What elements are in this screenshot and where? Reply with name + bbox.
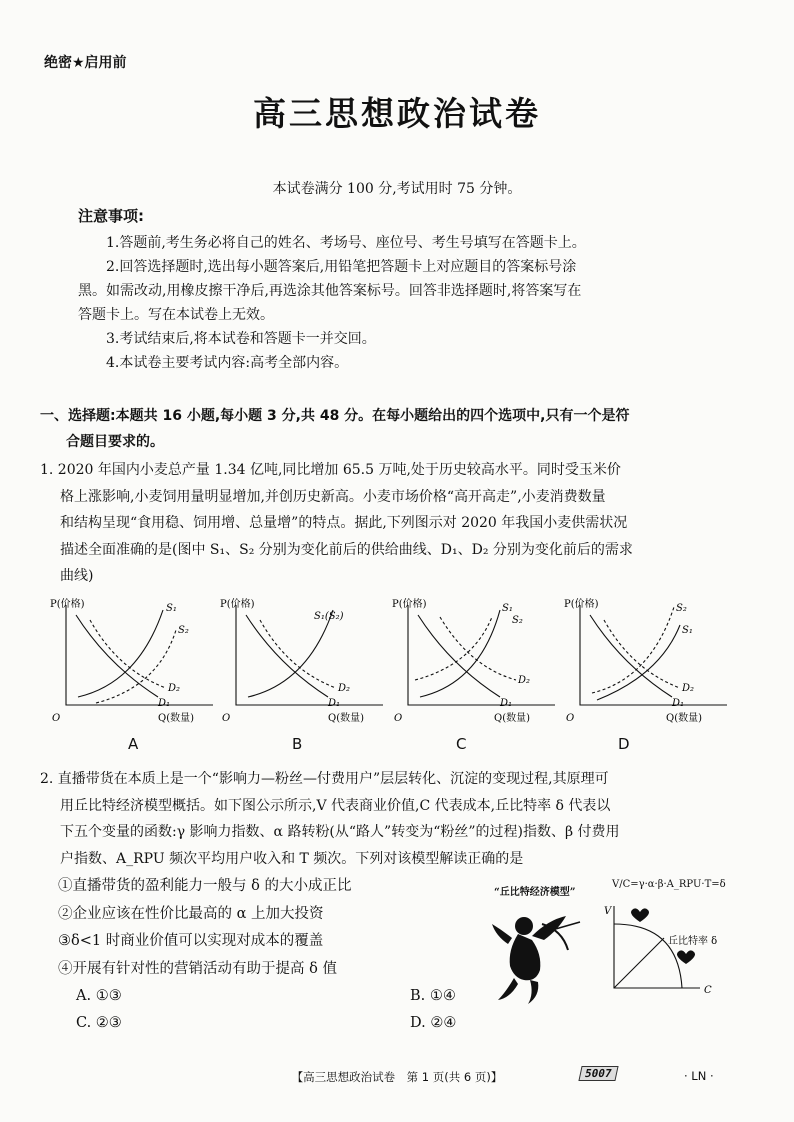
origin-label: O xyxy=(394,713,403,724)
section-heading xyxy=(40,403,740,455)
notice-item: 1.答题前,考生务必将自己的姓名、考场号、座位号、考生号填写在答题卡上。 xyxy=(106,235,586,251)
curve-s1 xyxy=(78,610,163,697)
s1-label: S₁ xyxy=(166,603,177,614)
question-2-line: 2. 直播带货在本质上是一个“影响力—粉丝—付费用户”层层转化、沉淀的变现过程,其原理可 xyxy=(40,771,609,787)
s2-label: S₂ xyxy=(178,625,189,636)
d1-label: D₁ xyxy=(158,698,171,709)
region-code: · LN · xyxy=(684,1069,714,1083)
s2-label: S₂ xyxy=(676,603,687,614)
d2-label: D₂ xyxy=(518,675,531,686)
notice-item: 黑。如需改动,用橡皮擦干净后,再选涂其他答案标号。回答非选择题时,将答案写在 xyxy=(78,283,582,299)
graph-option-label: D xyxy=(618,735,630,753)
curve-d1 xyxy=(418,615,500,697)
axis-q-label: Q(数量) xyxy=(328,713,365,724)
statement: ③δ<1 时商业价值可以实现对成本的覆盖 xyxy=(58,933,324,949)
s1-label: S₁ xyxy=(502,603,513,614)
question-2-stem xyxy=(40,766,740,872)
axis-p-label: P(价格) xyxy=(50,599,85,610)
axis-p-label: P(价格) xyxy=(392,599,427,610)
statement: ④开展有针对性的营销活动有助于提高 δ 值 xyxy=(58,960,337,977)
curve-s1 xyxy=(597,625,680,700)
s2-label: S₂ xyxy=(512,615,523,626)
axis-q-label: Q(数量) xyxy=(494,713,531,724)
cupid-icon xyxy=(488,900,588,1010)
section-heading-line: 一、选择题:本题共 16 小题,每小题 3 分,共 48 分。在每小题给出的四个选项中,只有一个是符 xyxy=(40,408,630,424)
origin-label: O xyxy=(52,713,61,724)
question-2-line: 用丘比特经济模型概括。如下图公示所示,V 代表商业价值,C 代表成本,丘比特率 δ 代表以 xyxy=(60,797,611,814)
option-d[interactable]: D. ②④ xyxy=(410,1015,457,1031)
paper-code: 5007 xyxy=(578,1066,618,1081)
notice-list xyxy=(78,231,718,375)
axis-q-label: Q(数量) xyxy=(158,713,195,724)
option-a[interactable]: A. ①③ xyxy=(76,988,122,1004)
section-heading-line: 合题目要求的。 xyxy=(66,434,164,450)
option-c[interactable]: C. ②③ xyxy=(76,1015,122,1031)
curve-s1s2 xyxy=(248,610,333,697)
q1-graphs xyxy=(38,595,758,755)
option-b[interactable]: B. ①④ xyxy=(410,988,456,1004)
notice-heading: 注意事项: xyxy=(78,207,144,225)
statement: ①直播带货的盈利能力一般与 δ 的大小成正比 xyxy=(58,878,352,894)
question-1-line: 曲线) xyxy=(60,568,94,584)
curve-s2 xyxy=(415,617,492,680)
cupid-rate-diagram xyxy=(600,898,750,998)
page-title: 高三思想政治试卷 xyxy=(253,94,541,133)
graph-a xyxy=(48,595,218,730)
exam-subtitle: 本试卷满分 100 分,考试用时 75 分钟。 xyxy=(272,181,522,197)
axis-y xyxy=(580,605,727,705)
d1-label: D₁ xyxy=(500,698,513,709)
curve-d2 xyxy=(440,617,516,680)
notice-item: 4.本试卷主要考试内容:高考全部内容。 xyxy=(106,355,349,371)
axis-p-label: P(价格) xyxy=(564,599,599,610)
confidential-label: 绝密★启用前 xyxy=(44,55,127,71)
axis-q-label: Q(数量) xyxy=(666,713,703,724)
heart-icon xyxy=(631,908,649,922)
axis-p-label: P(价格) xyxy=(220,599,255,610)
statement: ②企业应该在性价比最高的 α 上加大投资 xyxy=(58,905,324,922)
graph-option-label: C xyxy=(456,735,467,753)
notice-item: 2.回答选择题时,选出每小题答案后,用铅笔把答题卡上对应题目的答案标号涂 xyxy=(106,259,577,275)
notice-item: 3.考试结束后,将本试卷和答题卡一并交回。 xyxy=(106,331,376,347)
curve-s2 xyxy=(96,630,176,703)
rate-label: 丘比特率 δ xyxy=(668,936,718,947)
notice-item: 答题卡上。写在本试卷上无效。 xyxy=(78,307,274,323)
s1-label: S₁ xyxy=(682,625,693,636)
axis-y xyxy=(66,605,213,705)
axis-v-label: V xyxy=(604,906,612,917)
model-title: “丘比特经济模型” xyxy=(494,887,576,898)
axis-c-label: C xyxy=(704,985,712,996)
question-2-line: 户指数、A_RPU 频次平均用户收入和 T 频次。下列对该模型解读正确的是 xyxy=(60,850,524,867)
page-footer: 【高三思想政治试卷 第 1 页(共 6 页)】 xyxy=(291,1070,503,1084)
d2-label: D₂ xyxy=(338,683,351,694)
graph-d xyxy=(562,595,732,730)
broken-heart-icon xyxy=(677,950,695,964)
question-1-line: 和结构呈现“食用稳、饲用增、总量增”的特点。据此,下列图示对 2020 年我国小麦供需状况 xyxy=(60,515,628,531)
s1s2-label: S₁(S₂) xyxy=(314,611,344,622)
d1-label: D₁ xyxy=(328,698,341,709)
axis-y xyxy=(236,605,383,705)
d1-label: D₁ xyxy=(672,698,685,709)
origin-label: O xyxy=(222,713,231,724)
axis-y xyxy=(408,605,555,705)
question-1-line: 描述全面准确的是(图中 S₁、S₂ 分别为变化前后的供给曲线、D₁、D₂ 分别为变化前后的需求 xyxy=(60,541,633,558)
graph-option-label: A xyxy=(128,735,139,753)
d2-label: D₂ xyxy=(682,683,695,694)
question-2-line: 下五个变量的函数:γ 影响力指数、α 路转粉(从“路人”转变为“粉丝”的过程)指数、β 付费用 xyxy=(60,824,620,840)
curve-d2 xyxy=(604,620,680,688)
question-2-statements xyxy=(58,873,351,983)
graph-c xyxy=(390,595,560,730)
graph-b xyxy=(218,595,388,730)
question-1-line: 1. 2020 年国内小麦总产量 1.34 亿吨,同比增加 65.5 万吨,处于历史较高水平。同时受玉米价 xyxy=(40,462,621,478)
question-1-stem xyxy=(40,457,740,590)
origin-label: O xyxy=(566,713,575,724)
model-formula: V/C=γ·α·β·A_RPU·T=δ xyxy=(612,879,726,890)
graph-option-label: B xyxy=(292,735,303,753)
rate-line xyxy=(614,938,664,988)
d2-label: D₂ xyxy=(168,683,181,694)
curve-s1 xyxy=(420,610,500,697)
question-1-line: 格上涨影响,小麦饲用量明显增加,并创历史新高。小麦市场价格“高开高走”,小麦消费数量 xyxy=(60,488,606,505)
